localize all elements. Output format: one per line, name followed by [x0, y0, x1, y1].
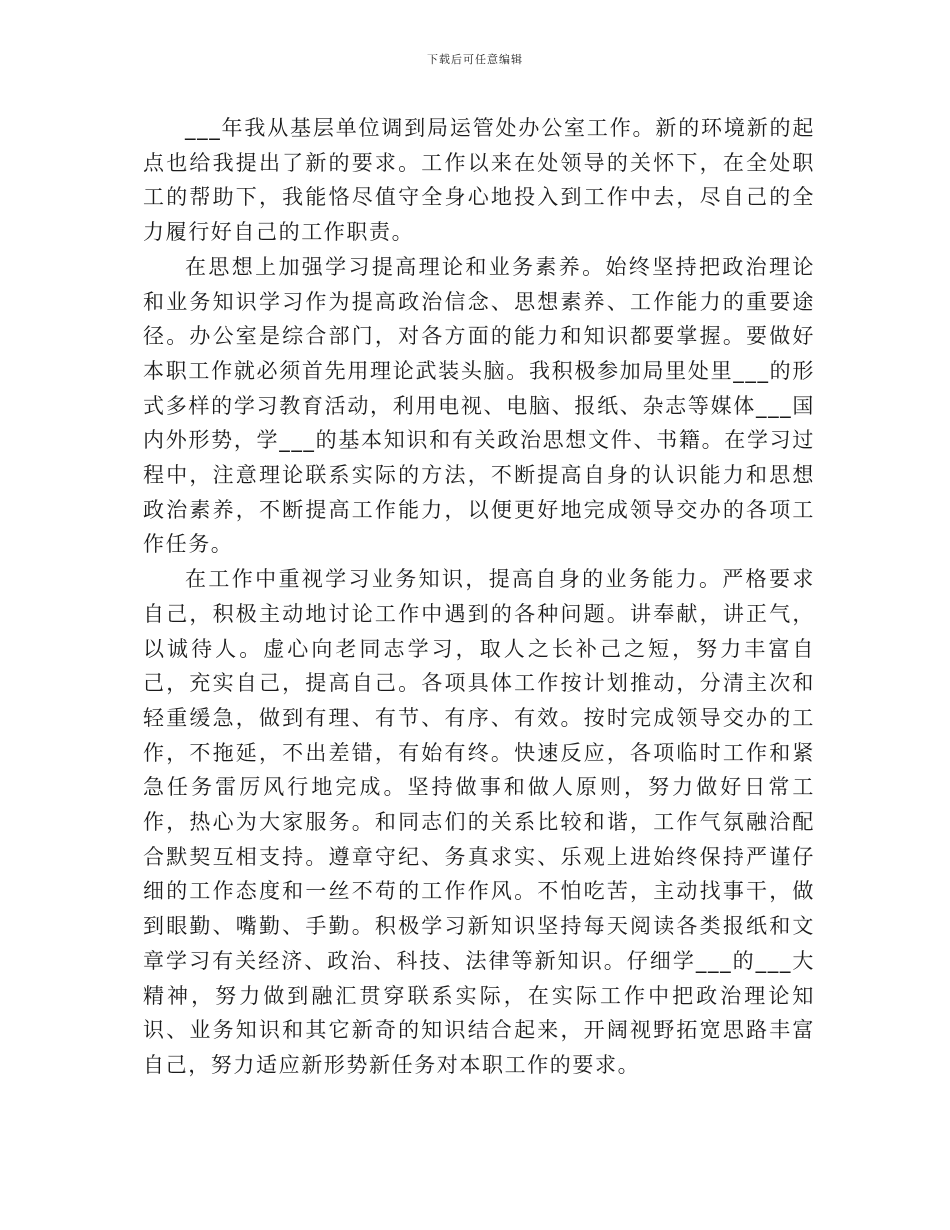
paragraph-1: ___年我从基层单位调到局运管处办公室工作。新的环境新的起点也给我提出了新的要求。工作以来在处领导的关怀下，在全处职工的帮助下，我能恪尽值守全身心地投入到工作中去，尽自己的全力履行好自己的工作职责。 — [143, 116, 815, 245]
page-header: 下载后可任意编辑 — [427, 53, 523, 66]
paragraph-3: 在工作中重视学习业务知识，提高自身的业务能力。严格要求自己，积极主动地讨论工作中遇到的各种问题。讲奉献，讲正气，以诚待人。虚心向老同志学习，取人之长补己之短，努力丰富自己，充实自己，提高自己。各项具体工作按计划推动，分清主次和轻重缓急，做到有理、有节、有序、有效。按时完成领导交办的工作，不拖延，不出差错，有始有终。快速反应，各项临时工作和紧急任务雷厉风行地完成。坚持做事和做人原则，努力做好日常工作，热心为大家服务。和同志们的关系比较和谐，工作气氛融洽配合默契互相支持。遵章守纪、务真求实、乐观上进始终保持严谨仔细的工作态度和一丝不苟的工作作风。不怕吃苦，主动找事干，做到眼勤、嘴勤、手勤。积极学习新知识坚持每天阅读各类报纸和文章学习有关经济、政治、科技、法律等新知识。仔细学___的___大精神，努力做到融汇贯穿联系实际，在实际工作中把政治理论知识、业务知识和其它新奇的知识结合起来，开阔视野拓宽思路丰富自己，努力适应新形势新任务对本职工作的要求。 — [143, 567, 815, 1077]
document-body — [143, 111, 815, 1083]
paragraph-2: 在思想上加强学习提高理论和业务素养。始终坚持把政治理论和业务知识学习作为提高政治信念、思想素养、工作能力的重要途径。办公室是综合部门，对各方面的能力和知识都要掌握。要做好本职工作就必须首先用理论武装头脑。我积极参加局里处里___的形式多样的学习教育活动，利用电视、电脑、报纸、杂志等媒体___国内外形势，学___的基本知识和有关政治思想文件、书籍。在学习过程中，注意理论联系实际的方法，不断提高自身的认识能力和思想政治素养，不断提高工作能力，以便更好地完成领导交办的各项工作任务。 — [143, 254, 815, 557]
